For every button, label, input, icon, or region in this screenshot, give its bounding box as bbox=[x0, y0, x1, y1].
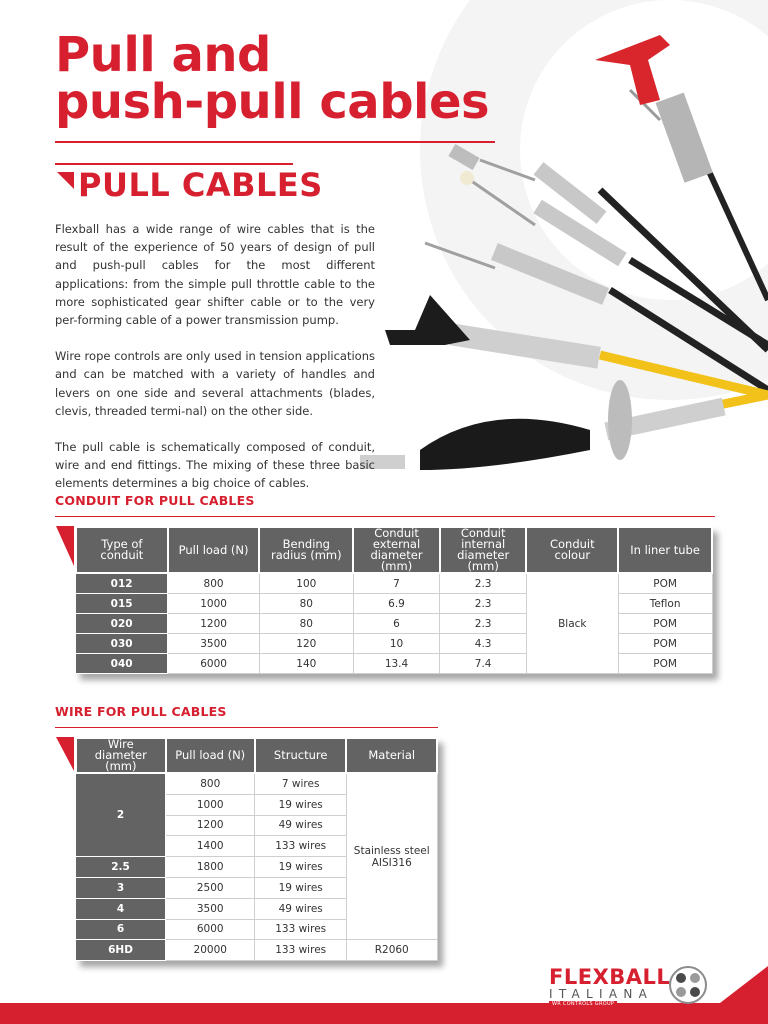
cell-pull-load: 6000 bbox=[166, 919, 255, 940]
flexball-logo bbox=[549, 965, 719, 1007]
cell-pull-load: 3500 bbox=[166, 898, 255, 919]
cell-int: 4.3 bbox=[440, 634, 527, 654]
cell-ext: 6 bbox=[353, 614, 440, 634]
wire-table bbox=[75, 737, 438, 961]
cell-liner: Teflon bbox=[618, 594, 712, 614]
cell-ext: 13.4 bbox=[353, 654, 440, 674]
cell-int: 7.4 bbox=[440, 654, 527, 674]
intro-text bbox=[55, 220, 375, 511]
page-title bbox=[55, 27, 490, 130]
cell-pull-load: 800 bbox=[168, 573, 260, 594]
cell-pull-load: 1000 bbox=[166, 794, 255, 815]
cell-pull-load: 1800 bbox=[166, 857, 255, 878]
wire-table-divider bbox=[55, 727, 438, 728]
col-header-pull-load: Pull load (N) bbox=[168, 527, 260, 573]
cell-int: 2.3 bbox=[440, 594, 527, 614]
cell-structure: 49 wires bbox=[255, 898, 347, 919]
conduit-table-flag-icon bbox=[56, 526, 74, 566]
section-title: PULL CABLES bbox=[78, 166, 323, 204]
cell-bending: 120 bbox=[259, 634, 353, 654]
cell-liner: POM bbox=[618, 573, 712, 594]
cell-pull-load: 800 bbox=[166, 773, 255, 794]
cell-wire-diameter: 6 bbox=[76, 919, 166, 940]
col-header-pull-load: Pull load (N) bbox=[166, 738, 255, 773]
cell-material: R2060 bbox=[346, 940, 437, 961]
logo-sub-text: ITALIANA bbox=[549, 987, 654, 1001]
intro-paragraph: Wire rope controls are only used in tension applications and can be matched with a variety of handles and levers on one side and several attachments (blades, clevis, threaded termi-nal) on the other side. bbox=[55, 349, 375, 418]
col-header-bending: Bending radius (mm) bbox=[259, 527, 353, 573]
cell-pull-load: 1200 bbox=[168, 614, 260, 634]
cell-wire-diameter: 2 bbox=[76, 773, 166, 857]
cell-type: 020 bbox=[76, 614, 168, 634]
cell-ext: 6.9 bbox=[353, 594, 440, 614]
cell-pull-load: 6000 bbox=[168, 654, 260, 674]
cell-structure: 133 wires bbox=[255, 836, 347, 857]
cell-liner: POM bbox=[618, 654, 712, 674]
logo-main-text: FLEXBALL bbox=[549, 965, 671, 989]
table-row bbox=[76, 940, 437, 961]
cell-ext: 10 bbox=[353, 634, 440, 654]
col-header-type: Type of conduit bbox=[76, 527, 168, 573]
cell-int: 2.3 bbox=[440, 614, 527, 634]
conduit-table bbox=[75, 526, 713, 674]
cell-ext: 7 bbox=[353, 573, 440, 594]
cell-structure: 133 wires bbox=[255, 919, 347, 940]
col-header-wire-diameter: Wire diameter (mm) bbox=[76, 738, 166, 773]
cell-pull-load: 1200 bbox=[166, 815, 255, 836]
cell-pull-load: 2500 bbox=[166, 877, 255, 898]
cell-structure: 7 wires bbox=[255, 773, 347, 794]
cell-wire-diameter: 6HD bbox=[76, 940, 166, 961]
table-row bbox=[76, 773, 437, 794]
table-header-row bbox=[76, 738, 437, 773]
cell-bending: 140 bbox=[259, 654, 353, 674]
cell-structure: 19 wires bbox=[255, 794, 347, 815]
cell-liner: POM bbox=[618, 614, 712, 634]
material-line2: AISI316 bbox=[371, 856, 412, 869]
cell-wire-diameter: 4 bbox=[76, 898, 166, 919]
cell-material bbox=[346, 773, 437, 940]
material-line1: Stainless steel bbox=[353, 844, 430, 857]
col-header-liner: In liner tube bbox=[618, 527, 712, 573]
cell-structure: 133 wires bbox=[255, 940, 347, 961]
cell-bending: 80 bbox=[259, 594, 353, 614]
logo-mark-icon bbox=[668, 965, 708, 1005]
cell-type: 030 bbox=[76, 634, 168, 654]
col-header-material: Material bbox=[346, 738, 437, 773]
wire-table-heading: WIRE FOR PULL CABLES bbox=[55, 704, 227, 719]
cell-pull-load: 20000 bbox=[166, 940, 255, 961]
cell-structure: 19 wires bbox=[255, 877, 347, 898]
cell-type: 012 bbox=[76, 573, 168, 594]
cell-int: 2.3 bbox=[440, 573, 527, 594]
intro-paragraph: The pull cable is schematically composed of conduit, wire and end fittings. The mixing of these three basic elements determines a big choice of cables. bbox=[55, 440, 375, 491]
wire-table-flag-icon bbox=[56, 737, 74, 771]
cell-structure: 19 wires bbox=[255, 857, 347, 878]
conduit-table-heading: CONDUIT FOR PULL CABLES bbox=[55, 493, 255, 508]
cell-type: 015 bbox=[76, 594, 168, 614]
cell-bending: 100 bbox=[259, 573, 353, 594]
col-header-structure: Structure bbox=[255, 738, 347, 773]
cell-pull-load: 3500 bbox=[168, 634, 260, 654]
cell-colour: Black bbox=[526, 573, 618, 674]
cell-pull-load: 1000 bbox=[168, 594, 260, 614]
col-header-colour: Conduit colour bbox=[526, 527, 618, 573]
cell-structure: 49 wires bbox=[255, 815, 347, 836]
section-divider bbox=[55, 163, 293, 165]
title-divider bbox=[55, 141, 495, 143]
col-header-ext-diameter: Conduit external diameter (mm) bbox=[353, 527, 440, 573]
table-row bbox=[76, 573, 712, 594]
footer-bar bbox=[0, 1003, 768, 1024]
cell-type: 040 bbox=[76, 654, 168, 674]
col-header-int-diameter: Conduit internal diameter (mm) bbox=[440, 527, 527, 573]
cell-liner: POM bbox=[618, 634, 712, 654]
footer-corner-flag bbox=[720, 966, 768, 1003]
cell-bending: 80 bbox=[259, 614, 353, 634]
section-flag-icon bbox=[57, 172, 74, 189]
cell-wire-diameter: 2.5 bbox=[76, 857, 166, 878]
page-title-line1: Pull and bbox=[55, 27, 271, 83]
cell-wire-diameter: 3 bbox=[76, 877, 166, 898]
page-title-line2: push-pull cables bbox=[55, 74, 490, 130]
conduit-table-divider bbox=[55, 516, 715, 517]
table-header-row bbox=[76, 527, 712, 573]
cell-pull-load: 1400 bbox=[166, 836, 255, 857]
logo-tag-text: WR CONTROLS GROUP bbox=[549, 1001, 617, 1007]
intro-paragraph: Flexball has a wide range of wire cables that is the result of the experience of 50 years of design of pull and push-pull cables for the most different applications: from the simple pull throttle cable to the more sophisticated gear shifter cable or to the very per-forming cable of a power transmission pump. bbox=[55, 222, 375, 328]
